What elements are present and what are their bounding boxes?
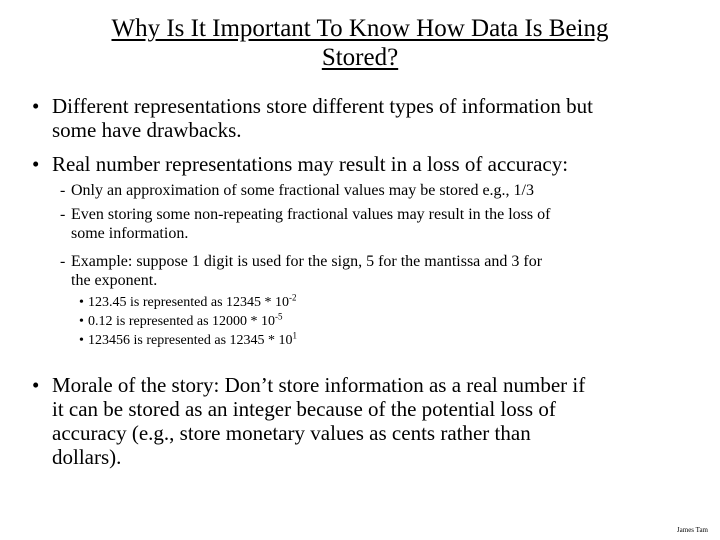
example-exponent: -5 — [275, 311, 283, 322]
bullet-text: Morale of the story: Don’t store information as a real number if — [52, 373, 586, 397]
bullet-text-continued: accuracy (e.g., store monetary values as cents rather than — [52, 421, 531, 445]
bullet-text: Real number representations may result in a loss of accuracy: — [52, 152, 569, 176]
example-text: 0.12 is represented as 12000 * 10 — [88, 314, 276, 329]
example-item — [79, 332, 479, 350]
sub-item-text-continued: the exponent. — [71, 272, 158, 289]
bullet-text-continued: some have drawbacks. — [52, 118, 242, 142]
bullet-marker: • — [79, 333, 84, 348]
title-line-2: Stored? — [321, 44, 399, 71]
dash-marker: - — [60, 253, 66, 270]
slide-title — [40, 14, 680, 72]
example-item — [79, 313, 479, 331]
example-text: 123.45 is represented as 12345 * 10 — [88, 295, 290, 310]
bullet-text: Different representations store different types of information but — [52, 94, 593, 118]
example-exponent: -2 — [289, 292, 297, 303]
dash-marker: - — [60, 182, 66, 199]
sub-item-text: Even storing some non-repeating fractional values may result in the loss of — [71, 206, 551, 223]
dash-marker: - — [60, 206, 66, 223]
bullet-text-continued: dollars). — [52, 445, 122, 469]
example-exponent: 1 — [292, 330, 298, 341]
example-text: 123456 is represented as 12345 * 10 — [88, 333, 293, 348]
bullet-real-number-representations — [32, 152, 692, 176]
author-credit: James Tam — [676, 526, 708, 534]
bullet-marker: • — [79, 295, 84, 310]
bullet-morale — [32, 373, 692, 469]
bullet-marker: • — [32, 94, 40, 118]
bullet-marker: • — [32, 152, 40, 176]
bullet-text-continued: it can be stored as an integer because of the potential loss of — [52, 397, 556, 421]
title-line-1: Why Is It Important To Know How Data Is Being — [111, 15, 609, 42]
sub-item-example — [60, 252, 690, 290]
example-item — [79, 294, 479, 312]
bullet-different-representations — [32, 94, 692, 142]
bullet-marker: • — [32, 373, 40, 397]
bullet-marker: • — [79, 314, 84, 329]
sub-item-non-repeating — [60, 205, 690, 243]
sub-item-text: Example: suppose 1 digit is used for the sign, 5 for the mantissa and 3 for — [71, 253, 543, 270]
sub-item-text-continued: some information. — [71, 225, 189, 242]
sub-item-approximation — [60, 181, 690, 200]
sub-item-text: Only an approximation of some fractional values may be stored e.g., 1/3 — [71, 182, 534, 199]
